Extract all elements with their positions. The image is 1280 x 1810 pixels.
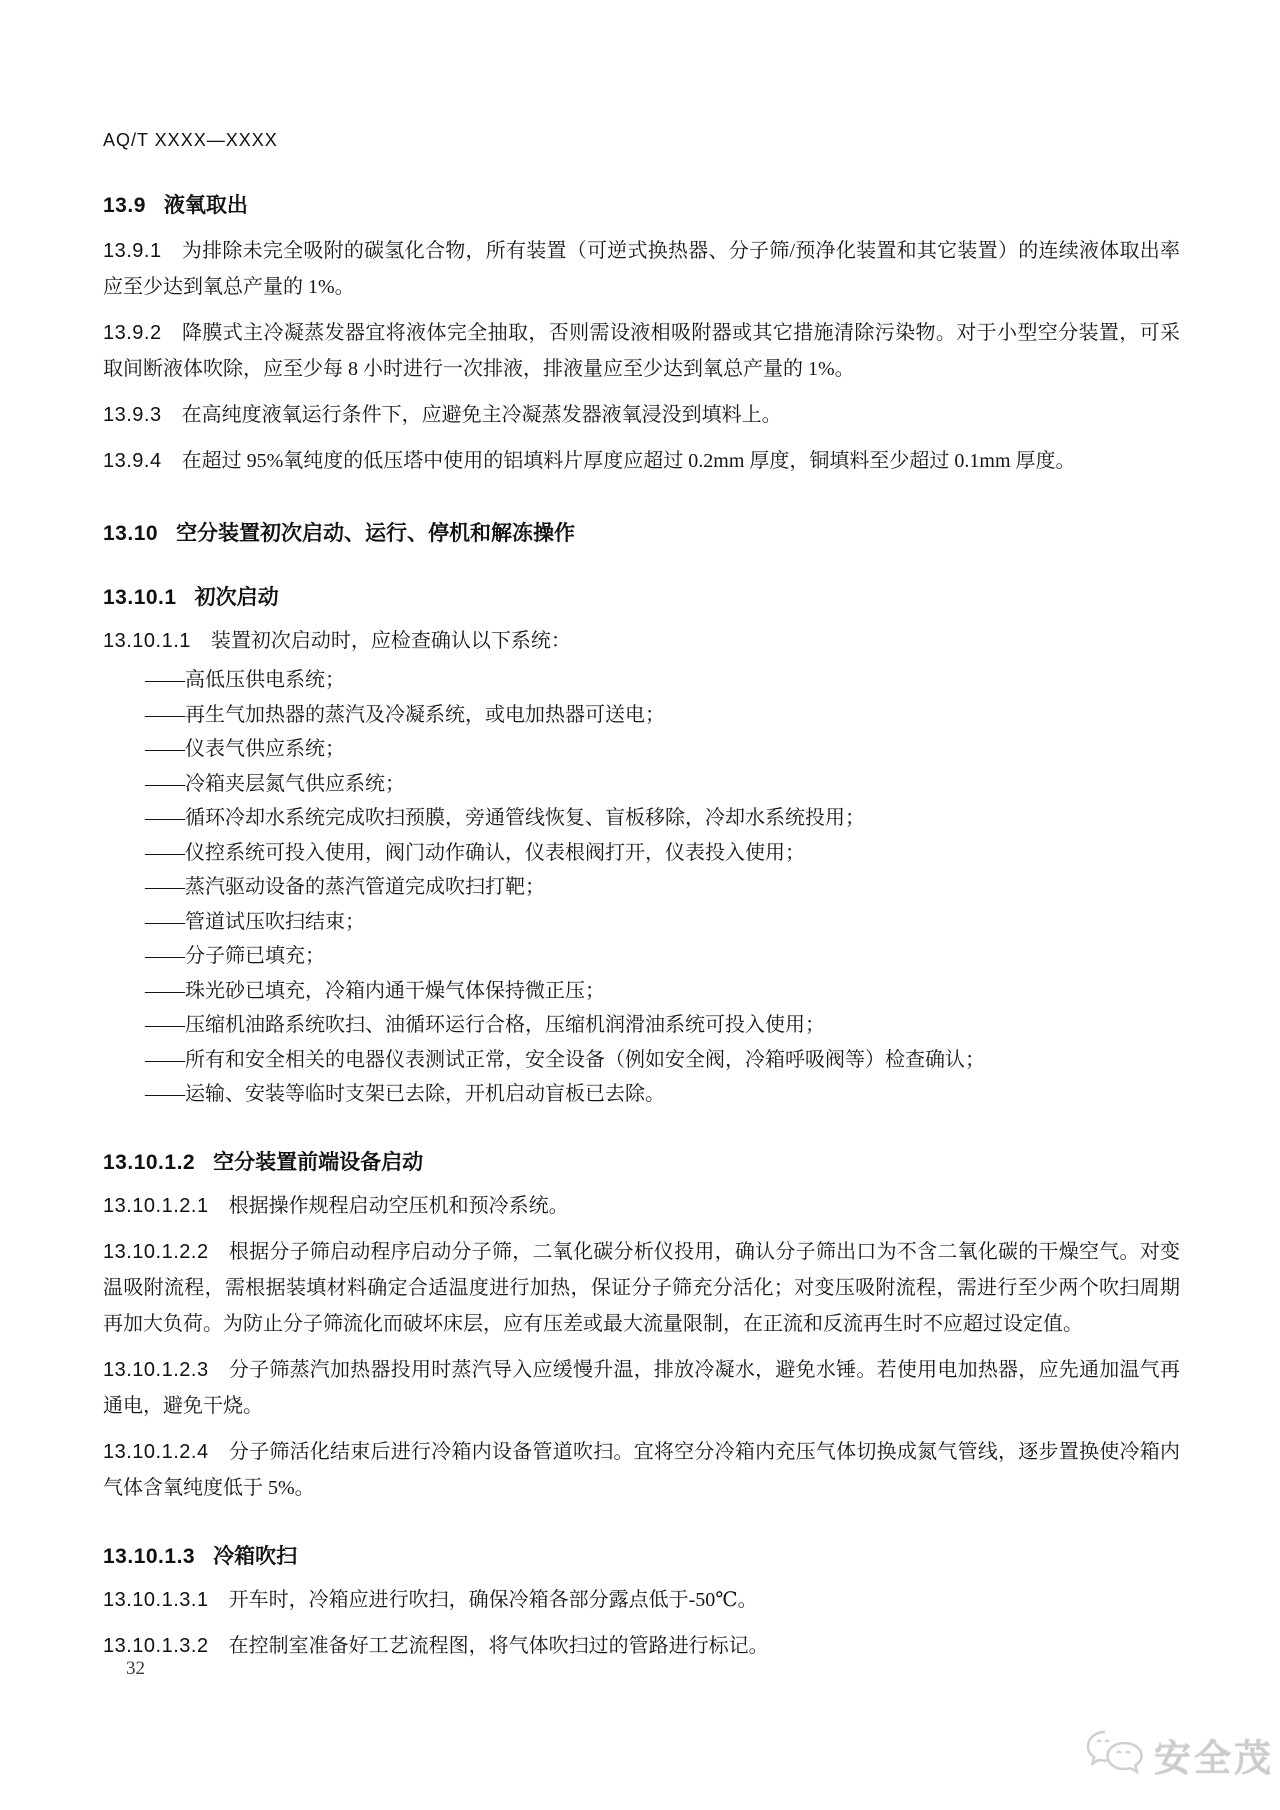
dash-list-item [103, 836, 1180, 871]
clause-paragraph [103, 623, 1180, 659]
clause-number: 13.9.4 [103, 450, 162, 472]
dash-glyph: —— [145, 1014, 185, 1036]
dash-item-text: 高低压供电系统； [185, 669, 345, 691]
clause-number: 13.9.1 [103, 240, 162, 262]
section-number: 13.10 [103, 522, 159, 545]
clause-text: 为排除未完全吸附的碳氢化合物，所有装置（可逆式换热器、分子筛/预净化装置和其它装置）的连续液体取出率应至少达到氧总产量的 1%。 [103, 240, 1180, 298]
dash-list-item [103, 1043, 1180, 1078]
section-number: 13.10.1.2 [103, 1150, 196, 1174]
section-title: 冷箱吹扫 [213, 1544, 298, 1568]
standard-code-header: AQ/T XXXX—XXXX [103, 130, 278, 150]
chat-bubbles-icon [1084, 1729, 1148, 1781]
clause-paragraph [103, 1188, 1180, 1224]
dash-item-text: 管道试压吹扫结束； [185, 910, 365, 933]
clause-text: 分子筛活化结束后进行冷箱内设备管道吹扫。宜将空分冷箱内充压气体切换成氮气管线，逐步置换使冷箱内气体含氧纯度低于 5%。 [103, 1440, 1180, 1499]
section-heading [103, 581, 1180, 611]
dash-glyph: —— [145, 910, 185, 933]
section-number: 13.10.1.3 [103, 1544, 196, 1568]
clause-number: 13.10.1.3.2 [103, 1634, 209, 1657]
clause-paragraph [103, 443, 1180, 479]
dash-item-text: 压缩机油路系统吹扫、油循环运行合格，压缩机润滑油系统可投入使用； [185, 1014, 825, 1036]
clause-text: 根据操作规程启动空压机和预冷系统。 [228, 1194, 569, 1217]
dash-item-text: 蒸汽驱动设备的蒸汽管道完成吹扫打靶； [185, 876, 545, 898]
dash-glyph: —— [145, 841, 185, 864]
section-number: 13.10.1 [103, 586, 177, 609]
dash-list-item [103, 870, 1180, 905]
dash-glyph: —— [145, 738, 185, 760]
dash-glyph: —— [145, 1083, 185, 1105]
clause-text: 分子筛蒸汽加热器投用时蒸汽导入应缓慢升温，排放冷凝水，避免水锤。若使用电加热器，应先通加温气再通电，避免干烧。 [103, 1358, 1180, 1417]
clause-paragraph [103, 233, 1180, 305]
dash-glyph: —— [145, 945, 185, 967]
clause-paragraph [103, 315, 1180, 387]
clause-paragraph [103, 397, 1180, 433]
section-heading [103, 1540, 1180, 1570]
watermark-brand-text: 安全茂 [1154, 1738, 1274, 1779]
dash-item-text: 运输、安装等临时支架已去除，开机启动盲板已去除。 [185, 1083, 665, 1105]
dash-list-item [103, 698, 1180, 733]
dash-item-text: 珠光砂已填充，冷箱内通干燥气体保持微正压； [185, 979, 605, 1002]
dash-item-text: 仪表气供应系统； [185, 738, 345, 760]
clause-text: 在控制室准备好工艺流程图，将气体吹扫过的管路进行标记。 [228, 1634, 769, 1657]
dash-glyph: —— [145, 876, 185, 898]
dash-list [103, 663, 1180, 1112]
section-number: 13.9 [103, 194, 146, 217]
clause-text: 根据分子筛启动程序启动分子筛，二氧化碳分析仪投用，确认分子筛出口为不含二氧化碳的干燥空气。对变温吸附流程，需根据装填材料确定合适温度进行加热，保证分子筛充分活化；对变压吸附流程，需进行至少两个吹扫周期再加大负荷。为防止分子筛流化而破坏床层，应有压差或最大流量限制，在正流和反流再生时不应超过设定值。 [103, 1240, 1180, 1335]
dash-list-item [103, 663, 1180, 698]
clause-number: 13.10.1.2.2 [103, 1240, 209, 1263]
page-number: 32 [126, 1658, 145, 1679]
dash-list-item [103, 939, 1180, 974]
dash-glyph: —— [145, 669, 185, 691]
section-heading [103, 517, 1180, 547]
section-title: 液氧取出 [163, 194, 248, 217]
dash-glyph: —— [145, 772, 185, 795]
section-title: 空分装置前端设备启动 [213, 1150, 424, 1174]
dash-item-text: 分子筛已填充； [185, 945, 325, 967]
clause-paragraph [103, 1628, 1180, 1664]
watermark [1084, 1728, 1274, 1782]
clause-paragraph [103, 1582, 1180, 1618]
clause-text: 在超过 95%氧纯度的低压塔中使用的铝填料片厚度应超过 0.2mm 厚度，铜填料至少超过 0.1mm 厚度。 [181, 450, 1076, 472]
dash-list-item [103, 1077, 1180, 1112]
clause-number: 13.10.1.2.1 [103, 1194, 209, 1217]
clause-paragraph [103, 1352, 1180, 1424]
section-title: 空分装置初次启动、运行、停机和解冻操作 [176, 522, 576, 545]
dash-list-item [103, 1008, 1180, 1043]
clause-text: 降膜式主冷凝蒸发器宜将液体完全抽取，否则需设液相吸附器或其它措施清除污染物。对于小型空分装置，可采取间断液体吹除，应至少每 8 小时进行一次排液，排液量应至少达到氧总产量的 1%。 [103, 322, 1180, 380]
clause-number: 13.10.1.2.4 [103, 1440, 209, 1463]
dash-list-item [103, 767, 1180, 802]
section-heading [103, 189, 1180, 219]
clause-number: 13.9.2 [103, 322, 162, 344]
dash-item-text: 冷箱夹层氮气供应系统； [185, 772, 405, 795]
clause-number: 13.9.3 [103, 404, 162, 426]
dash-glyph: —— [145, 807, 185, 829]
dash-list-item [103, 974, 1180, 1009]
dash-list-item [103, 801, 1180, 836]
dash-list-item [103, 905, 1180, 940]
dash-glyph: —— [145, 979, 185, 1002]
dash-glyph: —— [145, 1048, 185, 1071]
clause-number: 13.10.1.3.1 [103, 1588, 209, 1611]
clause-number: 13.10.1.1 [103, 630, 191, 652]
clause-paragraph [103, 1434, 1180, 1506]
document-body [103, 189, 1180, 1664]
dash-list-item [103, 732, 1180, 767]
clause-text: 在高纯度液氧运行条件下，应避免主冷凝蒸发器液氧浸没到填料上。 [181, 404, 782, 426]
clause-text: 开车时，冷箱应进行吹扫，确保冷箱各部分露点低于-50℃。 [228, 1588, 758, 1611]
dash-item-text: 仪控系统可投入使用，阀门动作确认，仪表根阀打开，仪表投入使用； [185, 841, 805, 864]
section-title: 初次启动 [194, 586, 279, 609]
clause-number: 13.10.1.2.3 [103, 1358, 209, 1381]
section-heading [103, 1146, 1180, 1176]
clause-text: 装置初次启动时，应检查确认以下系统： [210, 630, 571, 652]
dash-item-text: 再生气加热器的蒸汽及冷凝系统，或电加热器可送电； [185, 703, 665, 726]
dash-item-text: 循环冷却水系统完成吹扫预膜，旁通管线恢复、盲板移除，冷却水系统投用； [185, 807, 865, 829]
dash-glyph: —— [145, 703, 185, 726]
dash-item-text: 所有和安全相关的电器仪表测试正常，安全设备（例如安全阀，冷箱呼吸阀等）检查确认； [185, 1048, 985, 1071]
clause-paragraph [103, 1234, 1180, 1342]
